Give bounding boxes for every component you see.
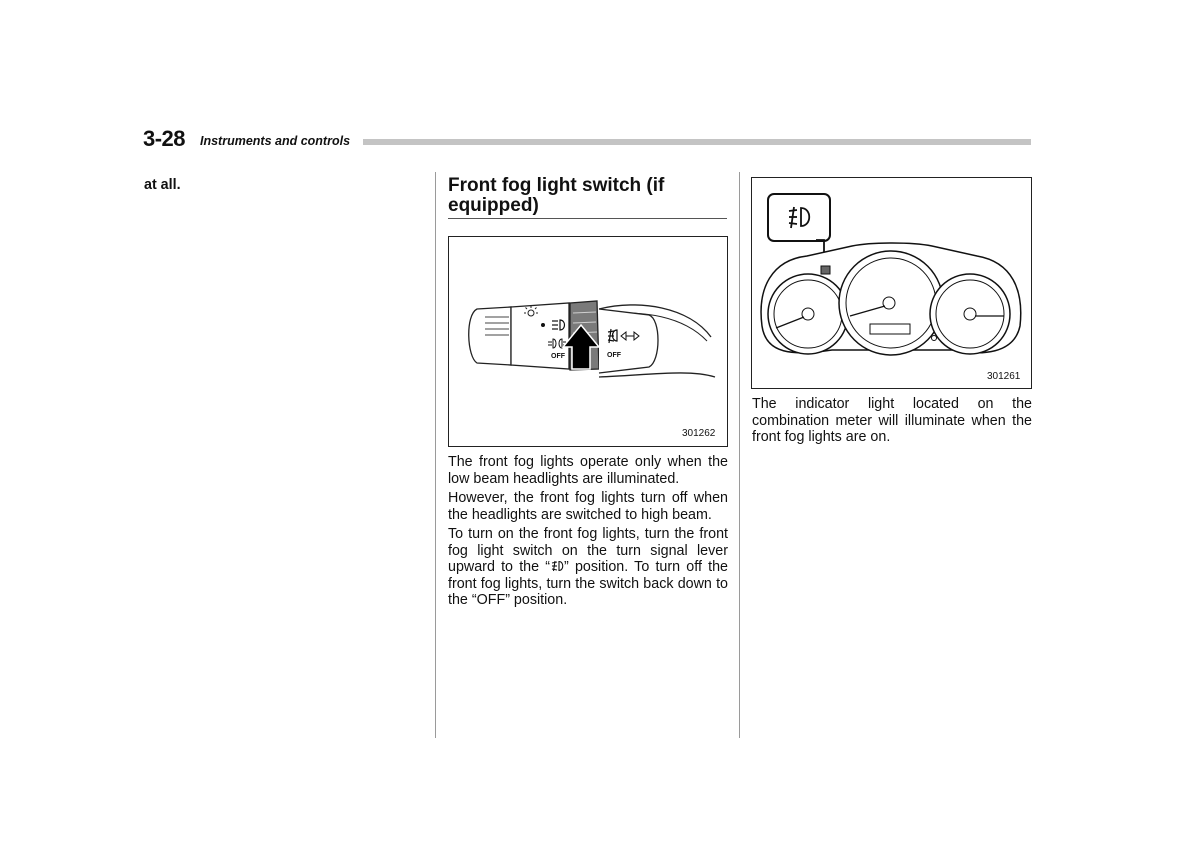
paragraph [448,526,728,609]
paragraph-text: ” position. To turn off the front fog lights, turn the switch back down to the “OFF” position. [448,559,728,608]
right-column-text [752,396,1032,449]
paragraph: However, the front fog lights turn off when the headlights are switched to high beam. [448,490,728,523]
left-column [144,177,424,194]
section-title: Instruments and controls [200,134,351,148]
paragraph-text: To turn on the front fog lights, turn the front fog light switch on the turn signal lever upward to the “ [448,526,728,575]
combination-meter-figure [751,177,1032,389]
page-header [143,126,1033,154]
turn-signal-lever-figure [448,236,728,447]
header-rule [363,139,1031,145]
column-divider-left [435,172,436,738]
meter-illustration [752,178,1031,388]
section-heading: Front fog light switch (if equipped) [448,176,727,219]
middle-column-text [448,454,728,612]
paragraph: The front fog lights operate only when the low beam headlights are illuminated. [448,454,728,487]
figure-code: 301261 [987,371,1021,382]
lever-off-label-left: OFF [551,353,565,360]
left-column-text: at all. [144,177,181,193]
front-fog-light-icon [550,560,564,572]
lever-illustration [449,237,727,446]
column-divider-right [739,172,740,738]
lever-off-label-right: OFF [607,352,621,359]
figure-code: 301262 [682,428,716,439]
paragraph: The indicator light located on the combination meter will illuminate when the front fog lights are on. [752,396,1032,445]
page-number: 3-28 [143,126,186,151]
